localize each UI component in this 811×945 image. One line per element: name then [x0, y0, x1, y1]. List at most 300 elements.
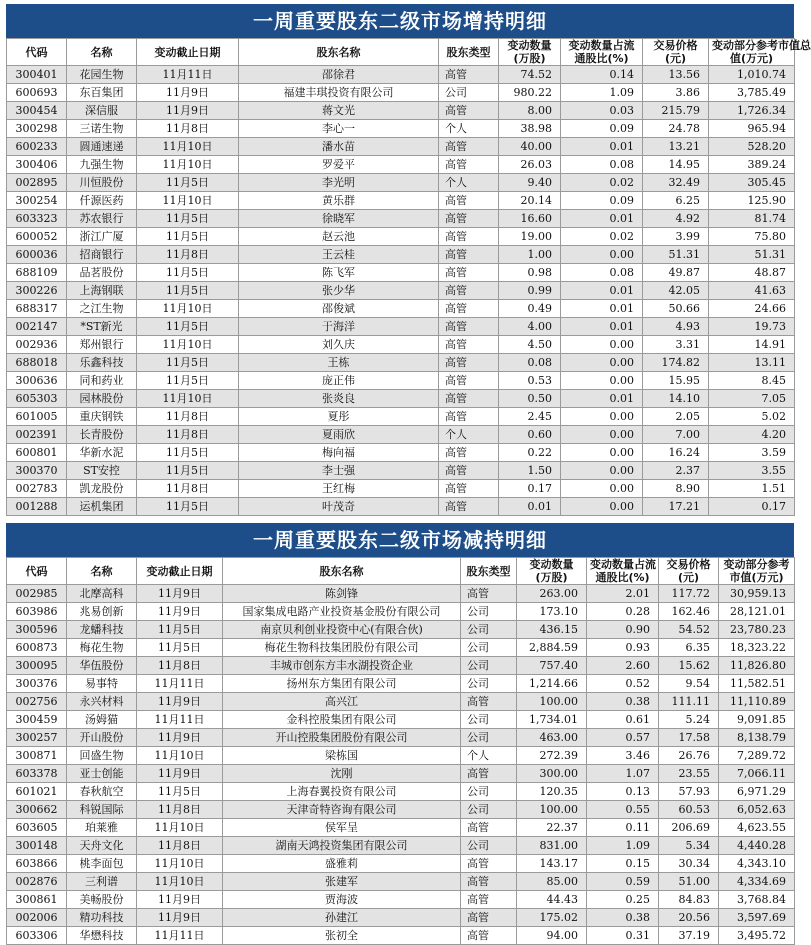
table-row	[7, 246, 795, 264]
shareholder-name: 梅花生物科技集团股份有限公司	[223, 639, 461, 657]
increase-header-change-quantity: 变动数量 (万股)	[499, 39, 561, 66]
table-row	[7, 300, 795, 318]
stock-code: 300376	[7, 675, 67, 693]
stock-name: 易事特	[67, 675, 137, 693]
change-ratio: 0.93	[587, 639, 659, 657]
stock-name: 回盛生物	[67, 747, 137, 765]
change-ratio: 0.15	[587, 855, 659, 873]
stock-name: 品茗股份	[67, 264, 137, 282]
shareholder-name: 开山控股集团股份有限公司	[223, 729, 461, 747]
shareholder-type: 公司	[461, 801, 517, 819]
increase-header-shareholder-type: 股东类型	[439, 39, 499, 66]
decrease-table	[6, 557, 795, 945]
stock-name: 深信服	[67, 102, 137, 120]
trade-price: 5.24	[659, 711, 719, 729]
table-row	[7, 498, 795, 516]
stock-code: 603986	[7, 603, 67, 621]
stock-code: 002756	[7, 693, 67, 711]
stock-code: 601021	[7, 783, 67, 801]
change-end-date: 11月5日	[137, 174, 239, 192]
increase-header-shareholder-name: 股东名称	[239, 39, 439, 66]
stock-code: 603306	[7, 927, 67, 945]
stock-name: 三利谱	[67, 873, 137, 891]
shareholder-type: 高管	[439, 408, 499, 426]
increase-title: 一周重要股东二级市场增持明细	[6, 4, 794, 38]
change-end-date: 11月9日	[137, 102, 239, 120]
change-ratio: 0.08	[561, 264, 643, 282]
change-quantity: 22.37	[517, 819, 587, 837]
reference-value: 11,110.89	[719, 693, 795, 711]
trade-price: 24.78	[643, 120, 709, 138]
shareholder-name: 刘久庆	[239, 336, 439, 354]
change-end-date: 11月10日	[137, 855, 223, 873]
stock-code: 300662	[7, 801, 67, 819]
trade-price: 4.93	[643, 318, 709, 336]
stock-code: 600801	[7, 444, 67, 462]
reference-value: 30,959.13	[719, 585, 795, 603]
trade-price: 32.49	[643, 174, 709, 192]
shareholder-type: 高管	[439, 228, 499, 246]
trade-price: 60.53	[659, 801, 719, 819]
table-row	[7, 927, 795, 945]
table-row	[7, 480, 795, 498]
change-ratio: 0.00	[561, 498, 643, 516]
table-row	[7, 408, 795, 426]
shareholder-name: 金科控股集团有限公司	[223, 711, 461, 729]
shareholder-name: 张少华	[239, 282, 439, 300]
trade-price: 51.31	[643, 246, 709, 264]
stock-code: 300298	[7, 120, 67, 138]
stock-name: 东百集团	[67, 84, 137, 102]
trade-price: 17.58	[659, 729, 719, 747]
reference-value: 7,289.72	[719, 747, 795, 765]
change-quantity: 0.17	[499, 480, 561, 498]
stock-name: 华新水泥	[67, 444, 137, 462]
change-end-date: 11月5日	[137, 318, 239, 336]
trade-price: 54.52	[659, 621, 719, 639]
table-row	[7, 783, 795, 801]
stock-name: 春秋航空	[67, 783, 137, 801]
decrease-title: 一周重要股东二级市场减持明细	[6, 523, 794, 557]
shareholder-type: 个人	[439, 426, 499, 444]
change-ratio: 1.09	[587, 837, 659, 855]
shareholder-type: 高管	[461, 693, 517, 711]
table-row	[7, 837, 795, 855]
shareholder-name: 南京贝利创业投资中心(有限合伙)	[223, 621, 461, 639]
shareholder-type: 高管	[461, 909, 517, 927]
shareholder-name: 孙建江	[223, 909, 461, 927]
stock-name: 珀莱雅	[67, 819, 137, 837]
shareholder-name: 湖南天鸿投资集团有限公司	[223, 837, 461, 855]
change-ratio: 0.01	[561, 138, 643, 156]
change-end-date: 11月5日	[137, 372, 239, 390]
table-row	[7, 102, 795, 120]
change-ratio: 0.25	[587, 891, 659, 909]
trade-price: 206.69	[659, 819, 719, 837]
reference-value: 11,582.51	[719, 675, 795, 693]
change-quantity: 44.43	[517, 891, 587, 909]
stock-name: 汤姆猫	[67, 711, 137, 729]
reference-value: 41.63	[709, 282, 795, 300]
change-ratio: 0.00	[561, 480, 643, 498]
change-end-date: 11月9日	[137, 729, 223, 747]
table-row	[7, 426, 795, 444]
stock-name: 精功科技	[67, 909, 137, 927]
shareholder-type: 高管	[439, 354, 499, 372]
change-end-date: 11月9日	[137, 909, 223, 927]
shareholder-type: 高管	[461, 765, 517, 783]
change-ratio: 1.09	[561, 84, 643, 102]
shareholder-name: 陈剑锋	[223, 585, 461, 603]
reference-value: 1,726.34	[709, 102, 795, 120]
stock-name: *ST新光	[67, 318, 137, 336]
change-quantity: 0.01	[499, 498, 561, 516]
change-end-date: 11月9日	[137, 765, 223, 783]
shareholder-type: 高管	[439, 462, 499, 480]
shareholder-type: 高管	[439, 480, 499, 498]
table-row	[7, 462, 795, 480]
shareholder-type: 公司	[461, 639, 517, 657]
stock-code: 300257	[7, 729, 67, 747]
change-ratio: 0.38	[587, 693, 659, 711]
change-end-date: 11月8日	[137, 837, 223, 855]
change-quantity: 38.98	[499, 120, 561, 138]
shareholder-name: 叶茂奇	[239, 498, 439, 516]
increase-header-trade-price: 交易价格 (元)	[643, 39, 709, 66]
trade-price: 7.00	[643, 426, 709, 444]
shareholder-name: 邵徐君	[239, 66, 439, 84]
trade-price: 13.21	[643, 138, 709, 156]
change-end-date: 11月10日	[137, 138, 239, 156]
shareholder-name: 黄乐群	[239, 192, 439, 210]
change-ratio: 0.90	[587, 621, 659, 639]
shareholder-type: 高管	[439, 192, 499, 210]
shareholder-type: 高管	[439, 66, 499, 84]
shareholder-name: 庞正伟	[239, 372, 439, 390]
change-end-date: 11月5日	[137, 462, 239, 480]
table-row	[7, 84, 795, 102]
shareholder-type: 高管	[439, 336, 499, 354]
change-end-date: 11月8日	[137, 408, 239, 426]
shareholder-name: 陈飞军	[239, 264, 439, 282]
change-quantity: 463.00	[517, 729, 587, 747]
reference-value: 6,052.63	[719, 801, 795, 819]
table-row	[7, 390, 795, 408]
shareholder-name: 邵俊斌	[239, 300, 439, 318]
change-ratio: 0.61	[587, 711, 659, 729]
stock-code: 600873	[7, 639, 67, 657]
change-ratio: 0.00	[561, 336, 643, 354]
shareholder-name: 贾海波	[223, 891, 461, 909]
change-quantity: 143.17	[517, 855, 587, 873]
shareholder-type: 高管	[439, 282, 499, 300]
table-row	[7, 318, 795, 336]
shareholder-name: 侯军呈	[223, 819, 461, 837]
trade-price: 26.76	[659, 747, 719, 765]
stock-name: 梅花生物	[67, 639, 137, 657]
table-row	[7, 891, 795, 909]
stock-code: 300861	[7, 891, 67, 909]
shareholder-type: 高管	[461, 873, 517, 891]
trade-price: 2.37	[643, 462, 709, 480]
change-end-date: 11月10日	[137, 192, 239, 210]
change-end-date: 11月5日	[137, 783, 223, 801]
decrease-header-stock-code: 代码	[7, 558, 67, 585]
decrease-body	[7, 585, 795, 945]
change-quantity: 94.00	[517, 927, 587, 945]
increase-body	[7, 66, 795, 516]
shareholder-name: 王红梅	[239, 480, 439, 498]
table-row	[7, 747, 795, 765]
change-quantity: 1,214.66	[517, 675, 587, 693]
change-end-date: 11月11日	[137, 711, 223, 729]
trade-price: 57.93	[659, 783, 719, 801]
trade-price: 5.34	[659, 837, 719, 855]
stock-name: 上海钢联	[67, 282, 137, 300]
stock-name: 天舟文化	[67, 837, 137, 855]
shareholder-type: 高管	[439, 372, 499, 390]
change-end-date: 11月9日	[137, 693, 223, 711]
shareholder-name: 张炎良	[239, 390, 439, 408]
change-ratio: 0.52	[587, 675, 659, 693]
stock-code: 002876	[7, 873, 67, 891]
change-end-date: 11月9日	[137, 603, 223, 621]
table-row	[7, 336, 795, 354]
stock-code: 603378	[7, 765, 67, 783]
reference-value: 14.91	[709, 336, 795, 354]
change-ratio: 0.00	[561, 426, 643, 444]
change-ratio: 3.46	[587, 747, 659, 765]
change-quantity: 0.08	[499, 354, 561, 372]
increase-header-stock-name: 名称	[67, 39, 137, 66]
shareholder-type: 高管	[461, 819, 517, 837]
change-end-date: 11月5日	[137, 621, 223, 639]
shareholder-type: 高管	[439, 246, 499, 264]
shareholder-name: 李心一	[239, 120, 439, 138]
stock-code: 688317	[7, 300, 67, 318]
increase-header-reference-value: 变动部分参考市值总 值(万元)	[709, 39, 795, 66]
stock-name: 苏农银行	[67, 210, 137, 228]
trade-price: 37.19	[659, 927, 719, 945]
change-end-date: 11月8日	[137, 480, 239, 498]
stock-code: 601005	[7, 408, 67, 426]
table-row	[7, 156, 795, 174]
shareholder-type: 公司	[461, 675, 517, 693]
trade-price: 50.66	[643, 300, 709, 318]
reference-value: 3,785.49	[709, 84, 795, 102]
change-quantity: 4.00	[499, 318, 561, 336]
trade-price: 49.87	[643, 264, 709, 282]
change-quantity: 120.35	[517, 783, 587, 801]
change-end-date: 11月10日	[137, 873, 223, 891]
shareholder-type: 高管	[461, 927, 517, 945]
trade-price: 84.83	[659, 891, 719, 909]
change-quantity: 0.53	[499, 372, 561, 390]
shareholder-type: 个人	[439, 174, 499, 192]
reference-value: 4.20	[709, 426, 795, 444]
change-end-date: 11月10日	[137, 156, 239, 174]
shareholder-type: 公司	[461, 621, 517, 639]
shareholder-type: 公司	[461, 783, 517, 801]
stock-code: 300636	[7, 372, 67, 390]
change-ratio: 0.13	[587, 783, 659, 801]
reference-value: 23,780.23	[719, 621, 795, 639]
change-quantity: 100.00	[517, 801, 587, 819]
change-ratio: 0.08	[561, 156, 643, 174]
change-ratio: 0.00	[561, 444, 643, 462]
decrease-header-change-end-date: 变动截止日期	[137, 558, 223, 585]
change-ratio: 0.01	[561, 300, 643, 318]
shareholder-name: 沈刚	[223, 765, 461, 783]
trade-price: 3.99	[643, 228, 709, 246]
stock-code: 300596	[7, 621, 67, 639]
change-end-date: 11月11日	[137, 66, 239, 84]
reference-value: 81.74	[709, 210, 795, 228]
trade-price: 9.54	[659, 675, 719, 693]
table-row	[7, 873, 795, 891]
reference-value: 51.31	[709, 246, 795, 264]
change-quantity: 2,884.59	[517, 639, 587, 657]
change-end-date: 11月9日	[137, 84, 239, 102]
change-ratio: 0.01	[561, 390, 643, 408]
reference-value: 28,121.01	[719, 603, 795, 621]
trade-price: 20.56	[659, 909, 719, 927]
table-row	[7, 675, 795, 693]
stock-name: 仟源医药	[67, 192, 137, 210]
stock-name: 花园生物	[67, 66, 137, 84]
change-end-date: 11月5日	[137, 639, 223, 657]
change-quantity: 0.60	[499, 426, 561, 444]
reference-value: 24.66	[709, 300, 795, 318]
trade-price: 14.10	[643, 390, 709, 408]
change-ratio: 1.07	[587, 765, 659, 783]
shareholder-name: 罗爱平	[239, 156, 439, 174]
shareholder-type: 高管	[439, 264, 499, 282]
change-end-date: 11月5日	[137, 210, 239, 228]
stock-code: 300370	[7, 462, 67, 480]
table-row	[7, 855, 795, 873]
stock-name: 川恒股份	[67, 174, 137, 192]
stock-code: 300871	[7, 747, 67, 765]
change-quantity: 40.00	[499, 138, 561, 156]
shareholder-type: 高管	[461, 891, 517, 909]
shareholder-type: 高管	[439, 498, 499, 516]
stock-code: 002006	[7, 909, 67, 927]
change-ratio: 0.09	[561, 120, 643, 138]
stock-code: 600693	[7, 84, 67, 102]
decrease-header-stock-name: 名称	[67, 558, 137, 585]
stock-name: 郑州银行	[67, 336, 137, 354]
stock-name: 圆通速递	[67, 138, 137, 156]
change-quantity: 85.00	[517, 873, 587, 891]
change-end-date: 11月10日	[137, 747, 223, 765]
change-end-date: 11月5日	[137, 354, 239, 372]
shareholder-name: 梅向福	[239, 444, 439, 462]
stock-name: 重庆钢铁	[67, 408, 137, 426]
shareholder-name: 于海洋	[239, 318, 439, 336]
stock-name: 三诺生物	[67, 120, 137, 138]
trade-price: 2.05	[643, 408, 709, 426]
table-row	[7, 444, 795, 462]
table-row	[7, 711, 795, 729]
change-quantity: 4.50	[499, 336, 561, 354]
change-end-date: 11月8日	[137, 120, 239, 138]
change-quantity: 16.60	[499, 210, 561, 228]
change-quantity: 0.22	[499, 444, 561, 462]
reference-value: 4,334.69	[719, 873, 795, 891]
change-quantity: 9.40	[499, 174, 561, 192]
stock-code: 001288	[7, 498, 67, 516]
change-ratio: 0.38	[587, 909, 659, 927]
change-quantity: 8.00	[499, 102, 561, 120]
reference-value: 3.55	[709, 462, 795, 480]
trade-price: 117.72	[659, 585, 719, 603]
stock-code: 002783	[7, 480, 67, 498]
shareholder-name: 天津奇特咨询有限公司	[223, 801, 461, 819]
change-quantity: 19.00	[499, 228, 561, 246]
table-row	[7, 693, 795, 711]
change-ratio: 2.01	[587, 585, 659, 603]
change-end-date: 11月8日	[137, 246, 239, 264]
stock-code: 688018	[7, 354, 67, 372]
shareholder-name: 高兴江	[223, 693, 461, 711]
table-row	[7, 639, 795, 657]
reference-value: 125.90	[709, 192, 795, 210]
shareholder-type: 高管	[439, 210, 499, 228]
change-quantity: 74.52	[499, 66, 561, 84]
shareholder-name: 夏彤	[239, 408, 439, 426]
stock-name: 之江生物	[67, 300, 137, 318]
table-row	[7, 354, 795, 372]
stock-name: 华懋科技	[67, 927, 137, 945]
shareholder-name: 国家集成电路产业投资基金股份有限公司	[223, 603, 461, 621]
change-quantity: 175.02	[517, 909, 587, 927]
reference-value: 389.24	[709, 156, 795, 174]
trade-price: 14.95	[643, 156, 709, 174]
stock-name: 运机集团	[67, 498, 137, 516]
shareholder-name: 盛雅莉	[223, 855, 461, 873]
change-end-date: 11月5日	[137, 282, 239, 300]
stock-name: 开山股份	[67, 729, 137, 747]
shareholder-name: 李士强	[239, 462, 439, 480]
change-ratio: 0.02	[561, 174, 643, 192]
table-row	[7, 66, 795, 84]
reference-value: 3,495.72	[719, 927, 795, 945]
trade-price: 111.11	[659, 693, 719, 711]
trade-price: 15.95	[643, 372, 709, 390]
table-row	[7, 585, 795, 603]
reference-value: 0.17	[709, 498, 795, 516]
table-row	[7, 765, 795, 783]
stock-code: 300226	[7, 282, 67, 300]
change-end-date: 11月5日	[137, 228, 239, 246]
shareholder-name: 李光明	[239, 174, 439, 192]
table-row	[7, 282, 795, 300]
change-ratio: 0.03	[561, 102, 643, 120]
change-ratio: 0.00	[561, 408, 643, 426]
stock-name: 科锐国际	[67, 801, 137, 819]
stock-code: 002391	[7, 426, 67, 444]
change-quantity: 980.22	[499, 84, 561, 102]
shareholder-type: 高管	[439, 390, 499, 408]
stock-code: 300254	[7, 192, 67, 210]
stock-name: 美畅股份	[67, 891, 137, 909]
increase-header-change-end-date: 变动截止日期	[137, 39, 239, 66]
change-end-date: 11月10日	[137, 336, 239, 354]
trade-price: 174.82	[643, 354, 709, 372]
trade-price: 23.55	[659, 765, 719, 783]
change-end-date: 11月5日	[137, 498, 239, 516]
